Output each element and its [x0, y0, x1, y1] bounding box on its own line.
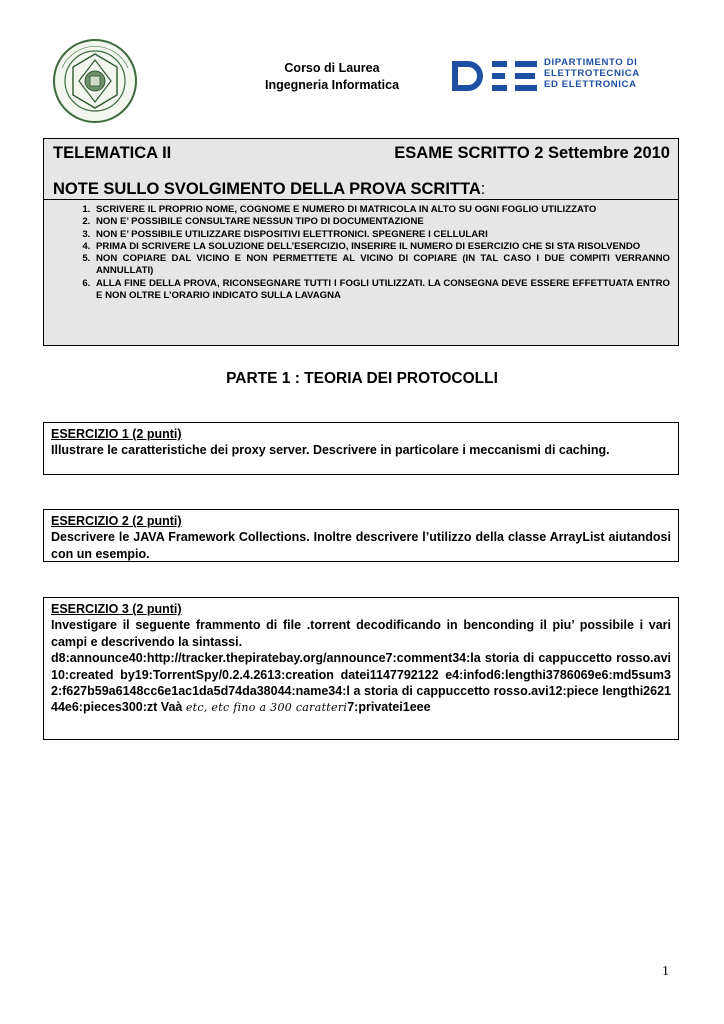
- note-item: 1. SCRIVERE IL PROPRIO NOME, COGNOME E NUMERO DI MATRICOLA IN ALTO SU OGNI FOGLIO UTILIZZATO: [93, 204, 670, 216]
- exercise-1-title: ESERCIZIO 1 (2 punti): [51, 427, 182, 441]
- dept-line-2: ELETTROTECNICA: [544, 68, 640, 79]
- politecnico-seal-logo: [52, 38, 138, 124]
- exercise-3-box: [43, 597, 679, 740]
- note-item: 2. NON E’ POSSIBILE CONSULTARE NESSUN TIPO DI DOCUMENTAZIONE: [93, 216, 670, 228]
- exercise-2-title: ESERCIZIO 2 (2 punti): [51, 514, 182, 528]
- exercise-1-box: [43, 422, 679, 475]
- exercise-3-title: ESERCIZIO 3 (2 punti): [51, 602, 182, 616]
- notes-title: [53, 180, 485, 199]
- dee-logo-icon: [452, 59, 538, 93]
- course-line-2: Ingegneria Informatica: [264, 78, 400, 92]
- department-name: [544, 57, 640, 90]
- handwritten-note: etc, etc fino a 300 caratteri: [185, 701, 348, 715]
- course-line-1: Corso di Laurea: [284, 61, 380, 75]
- exam-title-box: [43, 138, 679, 200]
- exam-subject: TELEMATICA II: [53, 144, 172, 162]
- note-item: 6. ALLA FINE DELLA PROVA, RICONSEGNARE TUTTI I FOGLI UTILIZZATI. LA CONSEGNA DEVE ESSERE EFFETTUATA ENTRO E NON OLTRE L’ORARIO INDICATO SULLA LAVAGNA: [93, 278, 670, 303]
- course-heading: [232, 60, 432, 94]
- exam-date: ESAME SCRITTO 2 Settembre 2010: [394, 144, 670, 162]
- notes-title-text: NOTE SULLO SVOLGIMENTO DELLA PROVA SCRITTA: [53, 180, 481, 198]
- notes-title-colon: :: [480, 180, 486, 198]
- department-logo: [452, 55, 662, 99]
- notes-list: [44, 204, 670, 302]
- note-item: 5. NON COPIARE DAL VICINO E NON PERMETTETE AL VICINO DI COPIARE (IN TAL CASO I DUE COMPITI VERRANNO ANNULLATI): [93, 253, 670, 278]
- page-number: 1: [662, 964, 669, 979]
- torrent-fragment: [51, 650, 671, 717]
- exam-notes-box: [43, 199, 679, 346]
- exercise-1-text: Illustrare le caratteristiche dei proxy server. Descrivere in particolare i meccanismi di caching.: [51, 443, 610, 458]
- torrent-code: d8:announce40:http://tracker.thepiratebay.org/announce7:comment34:la storia di cappuccetto rosso.avi10:created by19:TorrentSpy/0.2.4.2613:creation datei1147792122 e4:infod6:lengthi3786069e6:md5sum32:f627b59a6148cc6e1ac1da5d74da38044:name34:l a storia di cappuccetto rosso.avi12:piece lengthi262144e6:pieces300:zt Vaà: [51, 651, 671, 715]
- dept-line-1: DIPARTIMENTO DI: [544, 57, 638, 68]
- note-item: 4. PRIMA DI SCRIVERE LA SOLUZIONE DELL’ESERCIZIO, INSERIRE IL NUMERO DI ESERCIZIO CHE SI STA RISOLVENDO: [93, 241, 670, 253]
- exercise-2-text: Descrivere le JAVA Framework Collections. Inoltre descrivere l’utilizzo della classe ArrayList aiutandosi con un esempio.: [51, 530, 671, 561]
- part-1-title: PARTE 1 : TEORIA DEI PROTOCOLLI: [226, 370, 498, 387]
- exercise-3-text: Investigare il seguente frammento di file .torrent decodificando in benconding il piu’ possibile i vari campi e descrivendo la sintassi.: [51, 618, 671, 649]
- dept-line-3: ED ELETTRONICA: [544, 79, 637, 90]
- note-item: 3. NON E’ POSSIBILE UTILIZZARE DISPOSITIVI ELETTRONICI. SPEGNERE I CELLULARI: [93, 229, 670, 241]
- torrent-code-end: 7:privatei1eee: [347, 700, 431, 715]
- exercise-2-box: [43, 509, 679, 562]
